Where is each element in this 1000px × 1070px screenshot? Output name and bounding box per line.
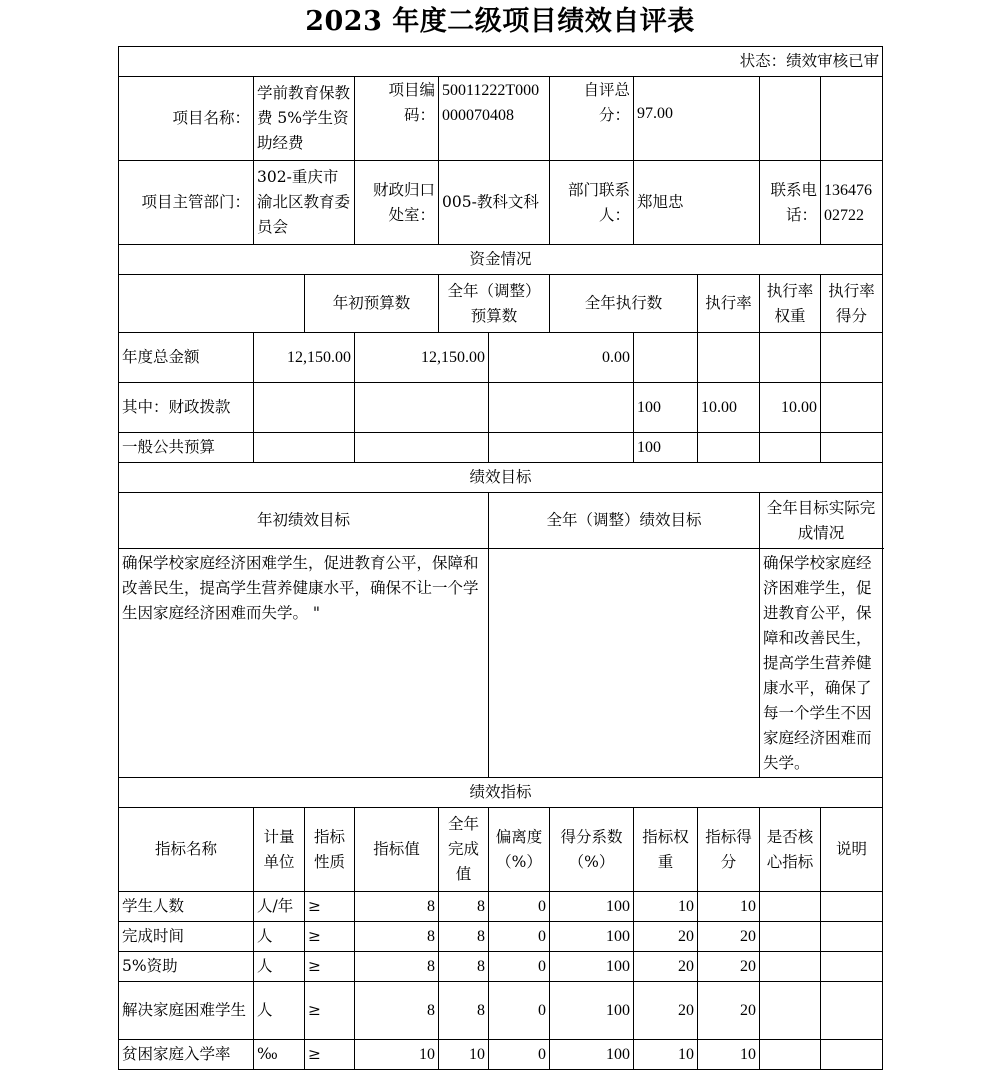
- ind-name: 完成时间: [119, 922, 254, 952]
- ind-core: [760, 982, 821, 1040]
- ind-header-note: 说明: [821, 808, 883, 892]
- ind-nature: ≥: [305, 1040, 355, 1070]
- funds-initial: [254, 383, 355, 433]
- status-text: 状态：绩效审核已审: [119, 47, 883, 77]
- ind-note: [821, 892, 883, 922]
- project-code-label: 项目编码：: [355, 77, 439, 161]
- funds-rate: 100: [634, 433, 698, 463]
- ind-header-core: 是否核心指标: [760, 808, 821, 892]
- ind-deviation: 0: [489, 952, 550, 982]
- ind-header-completed: 全年完成值: [439, 808, 489, 892]
- ind-coef: 100: [550, 1040, 634, 1070]
- funds-rate: 100: [634, 383, 698, 433]
- ind-header-unit: 计量单位: [254, 808, 305, 892]
- ind-coef: 100: [550, 982, 634, 1040]
- goals-initial-text: 确保学校家庭经济困难学生，促进教育公平，保障和改善民生，提高学生营养健康水平，确保不让一个学生因家庭经济困难而失学。 ": [119, 549, 489, 778]
- ind-coef: 100: [550, 892, 634, 922]
- ind-weight: 20: [634, 952, 698, 982]
- ind-header-deviation: 偏离度（%）: [489, 808, 550, 892]
- funds-weight: 10.00: [698, 383, 760, 433]
- ind-nature: ≥: [305, 952, 355, 982]
- ind-value: 10: [355, 1040, 439, 1070]
- funds-weight: [698, 333, 760, 383]
- ind-score: 10: [698, 892, 760, 922]
- ind-completed: 8: [439, 952, 489, 982]
- contact-label: 部门联系人：: [550, 161, 634, 245]
- funds-header-adjusted: 全年（调整）预算数: [439, 275, 550, 333]
- ind-deviation: 0: [489, 982, 550, 1040]
- table-row: [119, 952, 883, 982]
- funds-score: [760, 333, 821, 383]
- evaluation-table: [118, 46, 883, 1070]
- ind-value: 8: [355, 892, 439, 922]
- ind-unit: 人: [254, 952, 305, 982]
- ind-name: 5%资助: [119, 952, 254, 982]
- empty-cell: [821, 433, 883, 463]
- ind-note: [821, 922, 883, 952]
- ind-note: [821, 952, 883, 982]
- ind-name: 学生人数: [119, 892, 254, 922]
- ind-unit: 人: [254, 982, 305, 1040]
- phone-value: 13647602722: [821, 161, 883, 245]
- ind-core: [760, 922, 821, 952]
- ind-unit: 人/年: [254, 892, 305, 922]
- ind-header-name: 指标名称: [119, 808, 254, 892]
- funds-weight: [698, 433, 760, 463]
- ind-score: 10: [698, 1040, 760, 1070]
- funds-adjusted: 12,150.00: [355, 333, 489, 383]
- funds-header-executed: 全年执行数: [550, 275, 698, 333]
- ind-value: 8: [355, 982, 439, 1040]
- goals-actual-text: 确保学校家庭经济困难学生，促进教育公平，保障和改善民生，提高学生营养健康水平，确保了每一个学生不因家庭经济困难而失学。: [760, 549, 883, 778]
- ind-core: [760, 952, 821, 982]
- ind-header-nature: 指标性质: [305, 808, 355, 892]
- table-row: [119, 922, 883, 952]
- self-score-label: 自评总分：: [550, 77, 634, 161]
- project-code-value: 50011222T000000070408: [439, 77, 550, 161]
- funds-score: [760, 433, 821, 463]
- funds-row-label: 一般公共预算: [119, 433, 254, 463]
- ind-note: [821, 1040, 883, 1070]
- empty-cell: [821, 333, 883, 383]
- funds-rate: [634, 333, 698, 383]
- ind-deviation: 0: [489, 1040, 550, 1070]
- ind-core: [760, 892, 821, 922]
- funds-header-score: 执行率得分: [821, 275, 883, 333]
- goals-header-adjusted: 全年（调整）绩效目标: [489, 493, 760, 549]
- ind-completed: 8: [439, 922, 489, 952]
- empty-cell: [821, 383, 883, 433]
- ind-value: 8: [355, 922, 439, 952]
- ind-name: 贫困家庭入学率: [119, 1040, 254, 1070]
- goals-adjusted-text: [489, 549, 760, 778]
- ind-note: [821, 982, 883, 1040]
- funds-header-rate: 执行率: [698, 275, 760, 333]
- funds-adjusted: [355, 433, 489, 463]
- project-name-label: 项目名称：: [119, 77, 254, 161]
- phone-label: 联系电话：: [760, 161, 821, 245]
- self-score-value: 97.00: [634, 77, 760, 161]
- ind-value: 8: [355, 952, 439, 982]
- ind-weight: 10: [634, 892, 698, 922]
- ind-unit: ‰: [254, 1040, 305, 1070]
- empty-cell: [821, 77, 883, 161]
- funds-initial: [254, 433, 355, 463]
- ind-score: 20: [698, 922, 760, 952]
- ind-nature: ≥: [305, 922, 355, 952]
- indicators-section-title: 绩效指标: [119, 778, 883, 808]
- ind-deviation: 0: [489, 922, 550, 952]
- project-name-value: 学前教育保教费 5%学生资助经费: [254, 77, 355, 161]
- dept-value: 302-重庆市渝北区教育委员会: [254, 161, 355, 245]
- dept-label: 项目主管部门：: [119, 161, 254, 245]
- table-row: [119, 982, 883, 1040]
- ind-completed: 10: [439, 1040, 489, 1070]
- ind-completed: 8: [439, 892, 489, 922]
- ind-header-value: 指标值: [355, 808, 439, 892]
- goals-header-actual: 全年目标实际完成情况: [760, 493, 883, 549]
- ind-score: 20: [698, 952, 760, 982]
- empty-cell: [760, 77, 821, 161]
- funds-executed: [489, 383, 634, 433]
- contact-value: 郑旭忠: [634, 161, 760, 245]
- ind-header-score: 指标得分: [698, 808, 760, 892]
- ind-coef: 100: [550, 952, 634, 982]
- office-value: 005-教科文科: [439, 161, 550, 245]
- ind-header-coef: 得分系数（%）: [550, 808, 634, 892]
- ind-nature: ≥: [305, 892, 355, 922]
- ind-deviation: 0: [489, 892, 550, 922]
- empty-cell: [119, 275, 305, 333]
- ind-weight: 10: [634, 1040, 698, 1070]
- page-title: 2023 年度二级项目绩效自评表: [305, 6, 695, 37]
- ind-completed: 8: [439, 982, 489, 1040]
- funds-row-label: 其中：财政拨款: [119, 383, 254, 433]
- funds-executed: 0.00: [489, 333, 634, 383]
- ind-unit: 人: [254, 922, 305, 952]
- table-row: [119, 892, 883, 922]
- office-label: 财政归口处室：: [355, 161, 439, 245]
- funds-section-title: 资金情况: [119, 245, 883, 275]
- ind-score: 20: [698, 982, 760, 1040]
- ind-core: [760, 1040, 821, 1070]
- funds-score: 10.00: [760, 383, 821, 433]
- ind-header-weight: 指标权重: [634, 808, 698, 892]
- ind-nature: ≥: [305, 982, 355, 1040]
- ind-name: 解决家庭困难学生: [119, 982, 254, 1040]
- ind-weight: 20: [634, 922, 698, 952]
- ind-coef: 100: [550, 922, 634, 952]
- funds-adjusted: [355, 383, 489, 433]
- funds-initial: 12,150.00: [254, 333, 355, 383]
- funds-header-initial: 年初预算数: [305, 275, 439, 333]
- funds-row-label: 年度总金额: [119, 333, 254, 383]
- funds-executed: [489, 433, 634, 463]
- table-row: [119, 1040, 883, 1070]
- ind-weight: 20: [634, 982, 698, 1040]
- goals-section-title: 绩效目标: [119, 463, 883, 493]
- funds-header-weight: 执行率权重: [760, 275, 821, 333]
- goals-header-initial: 年初绩效目标: [119, 493, 489, 549]
